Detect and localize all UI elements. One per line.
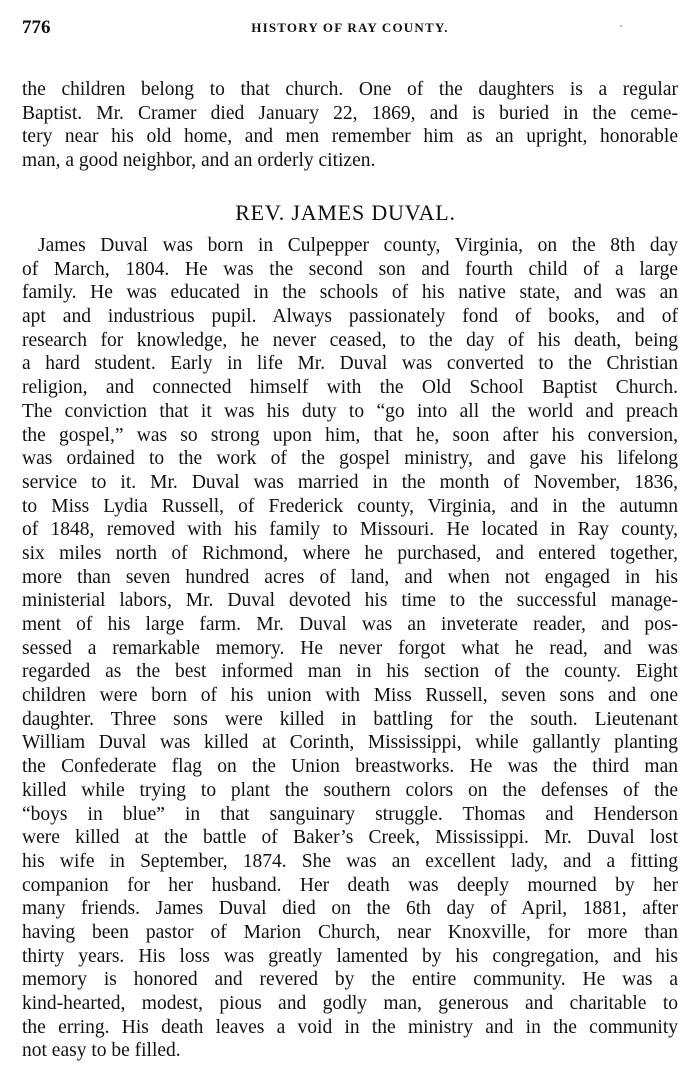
text-line: family. He was educated in the schools of his native state, and was an bbox=[22, 282, 678, 304]
text-line: James Duval was born in Culpepper county, Virginia, on the 8th day bbox=[38, 235, 678, 256]
text-line: man, a good neighbor, and an orderly citizen. bbox=[22, 150, 376, 172]
running-head bbox=[22, 17, 678, 39]
text-line: was ordained to the work of the gospel ministry, and gave his lifelong bbox=[22, 448, 678, 470]
scan-speck bbox=[620, 25, 622, 27]
text-line: ment of his large farm. Mr. Duval was an inveterate reader, and pos- bbox=[22, 614, 678, 635]
text-line: religion, and connected himself with the Old School Baptist Church. bbox=[22, 377, 678, 399]
text-line: six miles north of Richmond, where he purchased, and entered together, bbox=[22, 542, 678, 564]
text-line: sessed a remarkable memory. He never forgot what he read, and was bbox=[22, 637, 678, 659]
text-line: having been pastor of Marion Church, near Knoxville, for more than bbox=[22, 921, 678, 943]
text-line: the gospel,” was so strong upon him, that he, soon after his conversion, bbox=[22, 424, 678, 446]
text-line: regarded as the best informed man in his section of the county. Eight bbox=[22, 661, 678, 683]
text-line: research for knowledge, he never ceased, to the day of his death, being bbox=[22, 329, 678, 351]
text-line: daughter. Three sons were killed in battling for the south. Lieutenant bbox=[22, 708, 678, 730]
text-line: a hard student. Early in life Mr. Duval was converted to the Christian bbox=[22, 353, 678, 375]
text-line: the erring. His death leaves a void in the ministry and in the community bbox=[22, 1016, 678, 1038]
text-line: his wife in September, 1874. She was an excellent lady, and a fitting bbox=[22, 850, 678, 872]
text-line: the children belong to that church. One of the daughters is a regular bbox=[22, 79, 678, 100]
text-line: killed while trying to plant the southern colors on the defenses of the bbox=[22, 779, 678, 801]
biography-paragraph bbox=[22, 234, 678, 1063]
text-line: memory is honored and revered by the entire community. He was a bbox=[22, 969, 678, 991]
continued-paragraph bbox=[22, 78, 678, 173]
page-number: 776 bbox=[22, 17, 51, 38]
text-line: thirty years. His loss was greatly lamented by his congregation, and his bbox=[22, 945, 678, 967]
text-line: tery near his old home, and men remember him as an upright, honorable bbox=[22, 126, 678, 148]
text-line: were killed at the battle of Baker’s Creek, Mississippi. Mr. Duval lost bbox=[22, 827, 678, 849]
text-line: service to it. Mr. Duval was married in the month of November, 1836, bbox=[22, 471, 678, 493]
text-line: of March, 1804. He was the second son and fourth child of a large bbox=[22, 258, 678, 280]
running-title: HISTORY OF RAY COUNTY. bbox=[251, 20, 449, 35]
text-line: ministerial labors, Mr. Duval devoted his time to the successful manage- bbox=[22, 590, 678, 612]
text-line: “boys in blue” in that sanguinary struggle. Thomas and Henderson bbox=[22, 803, 678, 825]
text-line: apt and industrious pupil. Always passionately fond of books, and of bbox=[22, 306, 678, 328]
text-line: the Confederate flag on the Union breastworks. He was the third man bbox=[22, 756, 678, 778]
section-heading: REV. JAMES DUVAL. bbox=[235, 200, 456, 225]
text-line: The conviction that it was his duty to “go into all the world and preach bbox=[22, 400, 678, 422]
text-line: William Duval was killed at Corinth, Mississippi, while gallantly planting bbox=[22, 732, 678, 754]
text-line: to Miss Lydia Russell, of Frederick county, Virginia, and in the autumn bbox=[22, 495, 678, 517]
text-line: more than seven hundred acres of land, and when not engaged in his bbox=[22, 566, 678, 588]
text-line: children were born of his union with Miss Russell, seven sons and one bbox=[22, 685, 678, 707]
text-line: Baptist. Mr. Cramer died January 22, 1869, and is buried in the ceme- bbox=[22, 102, 678, 124]
text-line: not easy to be filled. bbox=[22, 1040, 181, 1062]
text-line: of 1848, removed with his family to Missouri. He located in Ray county, bbox=[22, 519, 678, 541]
text-line: many friends. James Duval died on the 6th day of April, 1881, after bbox=[22, 898, 678, 920]
text-line: kind-hearted, modest, pious and godly man, generous and charitable to bbox=[22, 993, 678, 1014]
text-line: companion for her husband. Her death was deeply mourned by her bbox=[22, 874, 678, 896]
